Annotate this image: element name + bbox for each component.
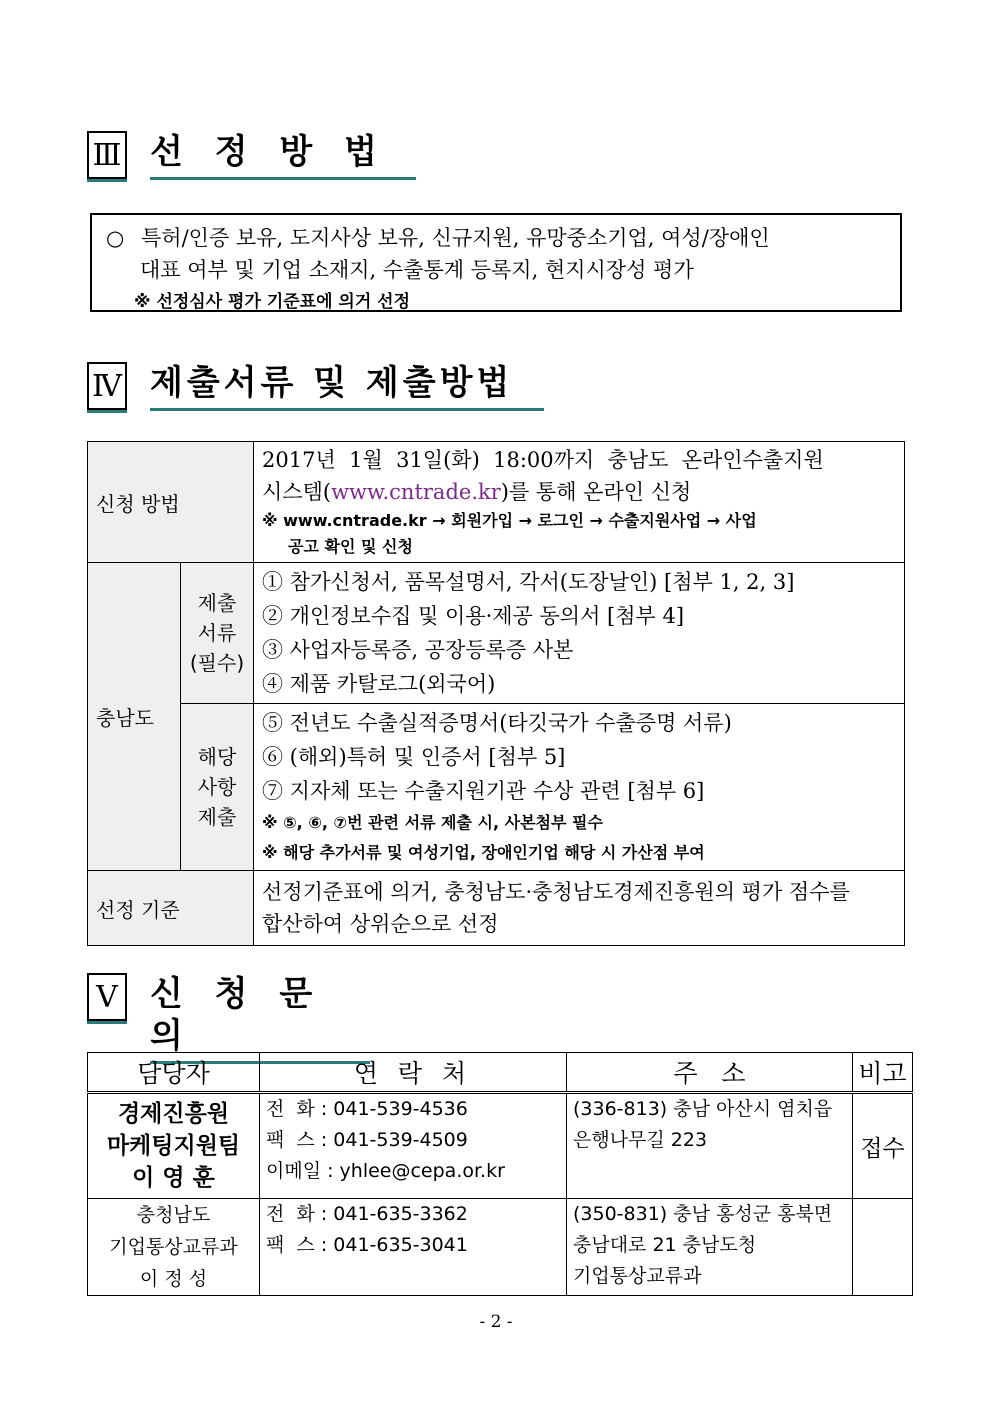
section-title-5: 신 청 문 의	[150, 973, 370, 1064]
optional-note-2: ※ 해당 추가서류 및 여성기업, 장애인기업 해당 시 가산점 부여	[262, 843, 705, 862]
list-item: ⑥ (해외)특허 및 인증서 [첨부 5]	[262, 745, 566, 769]
list-item: ③ 사업자등록증, 공장등록증 사본	[262, 638, 574, 662]
col-header-contact: 연 락 처	[260, 1053, 567, 1093]
table-row	[88, 871, 905, 946]
apply-note: ※ www.cntrade.kr → 회원가입 → 로그인 → 수출지원사업 → 사업	[262, 511, 757, 530]
contact-info: 전 화 : 041-635-3362 팩 스 : 041-635-3041	[260, 1199, 567, 1296]
table-row	[88, 704, 905, 871]
section-number-5: Ⅴ	[87, 973, 127, 1021]
apply-method-label: 신청 방법	[88, 442, 254, 563]
selection-line-1: ○ 특허/인증 보유, 도지사상 보유, 신규지원, 유망중소기업, 여성/장애인	[106, 226, 770, 250]
list-item: ④ 제품 카탈로그(외국어)	[262, 672, 496, 696]
table-row	[88, 563, 905, 704]
table-header-row	[88, 1053, 913, 1093]
section-number-4: Ⅳ	[87, 362, 127, 410]
apply-line-2: 시스템(www.cntrade.kr)를 통해 온라인 신청	[262, 480, 692, 504]
section-title-4: 제출서류 및 제출방법	[150, 362, 544, 411]
contact-remark: 접수	[853, 1093, 913, 1199]
list-item: ⑦ 지자체 또는 수출지원기관 수상 관련 [첨부 6]	[262, 779, 705, 803]
criteria-content: 선정기준표에 의거, 충청남도·충청남도경제진흥원의 평가 점수를 합산하여 상위순으로 선정	[254, 871, 905, 946]
list-item: ⑤ 전년도 수출실적증명서(타깃국가 수출증명 서류)	[262, 711, 732, 735]
section-title-3: 선 정 방 법	[150, 131, 416, 180]
contact-table	[87, 1052, 913, 1296]
section-number-3: Ⅲ	[87, 131, 127, 179]
contact-remark	[853, 1199, 913, 1296]
required-docs-label: 제출 서류 (필수)	[181, 563, 254, 704]
contact-person: 충청남도 기업통상교류과 이 정 성	[88, 1199, 260, 1296]
list-item: ① 참가신청서, 품목설명서, 각서(도장날인) [첨부 1, 2, 3]	[262, 570, 795, 594]
table-row	[88, 1199, 913, 1296]
selection-line-2: 대표 여부 및 기업 소재지, 수출통계 등록지, 현지시장성 평가	[140, 258, 694, 282]
col-header-person: 담당자	[88, 1053, 260, 1093]
email-link[interactable]: 이메일 : yhlee@cepa.or.kr	[266, 1160, 505, 1182]
col-header-address: 주 소	[567, 1053, 853, 1093]
contact-info: 전 화 : 041-539-4536 팩 스 : 041-539-4509 이메일 : yhlee@cepa.or.kr	[260, 1093, 567, 1199]
bullet-circle-icon: ○	[106, 226, 125, 250]
apply-method-content: 2017년 1월 31일(화) 18:00까지 충남도 온라인수출지원 시스템(www.cntrade.kr)를 통해 온라인 신청 ※ www.cntrade.kr → 회원가입 → 로그인 → 수출지원사업 → 사업 공고 확인 및 신청	[254, 442, 905, 563]
contact-address: (350-831) 충남 홍성군 홍북면 충남대로 21 충남도청 기업통상교류과	[567, 1199, 853, 1296]
optional-docs-label: 해당 사항 제출	[181, 704, 254, 871]
chungnam-label: 충남도	[88, 563, 181, 871]
contact-person: 경제진흥원 마케팅지원팀 이 영 훈	[88, 1093, 260, 1199]
criteria-label: 선정 기준	[88, 871, 254, 946]
optional-docs-list	[254, 704, 905, 871]
contact-address: (336-813) 충남 아산시 염치읍 은행나무길 223	[567, 1093, 853, 1199]
selection-note: ※ 선정심사 평가 기준표에 의거 선정	[134, 292, 411, 312]
table-row	[88, 1093, 913, 1199]
site-link[interactable]: www.cntrade.kr	[331, 480, 501, 504]
page-number: - 2 -	[479, 1312, 513, 1332]
table-row	[88, 442, 905, 563]
list-item: ② 개인정보수집 및 이용·제공 동의서 [첨부 4]	[262, 604, 685, 628]
col-header-remark: 비고	[853, 1053, 913, 1093]
optional-note-1: ※ ⑤, ⑥, ⑦번 관련 서류 제출 시, 사본첨부 필수	[262, 813, 603, 832]
documents-table	[87, 441, 905, 946]
required-docs-list	[254, 563, 905, 704]
selection-method-box	[90, 213, 902, 312]
